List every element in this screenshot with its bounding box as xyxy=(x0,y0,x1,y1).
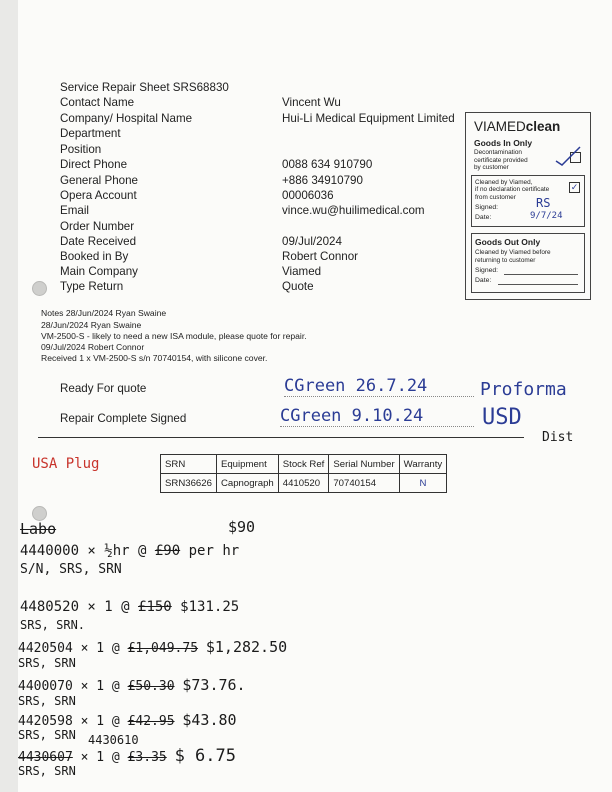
value-company: Hui-Li Medical Equipment Limited xyxy=(282,112,455,125)
stamp-date-label: Date: xyxy=(475,214,492,221)
goods-out-box xyxy=(471,233,585,293)
quote-line-1-text: 4440000 × ½hr @ xyxy=(20,543,147,559)
note-line: 28/Jun/2024 Ryan Swaine xyxy=(41,320,142,330)
dist-note: Dist xyxy=(542,430,574,445)
cleaned-line: if no declaration certificate xyxy=(475,186,550,194)
value-date-received: 09/Jul/2024 xyxy=(282,235,342,248)
cleaned-line: from customer xyxy=(475,193,516,201)
decon-line: certificate provided xyxy=(474,156,528,164)
cell-stock-ref: 4410520 xyxy=(278,474,329,493)
date-line xyxy=(498,284,578,285)
cell-serial-number: 70740154 xyxy=(329,474,399,493)
quote-line-5-ref: SRS, SRN xyxy=(18,728,76,742)
value-contact-name: Vincent Wu xyxy=(282,96,341,109)
equipment-table xyxy=(160,454,447,493)
quote-line-1-struck: £90 xyxy=(154,543,181,559)
label-company: Company/ Hospital Name xyxy=(60,112,193,125)
quote-line-6-text: × 1 @ xyxy=(80,750,120,765)
cleaned-checkbox-icon: ✓ xyxy=(570,182,579,192)
quote-line-1-tail: per hr xyxy=(188,543,240,559)
stamp-logo-light: VIAMED xyxy=(474,119,526,134)
decon-text xyxy=(474,149,528,172)
cell-srn: SRN36626 xyxy=(161,474,217,493)
labour-price: $90 xyxy=(228,518,256,536)
quote-line-4 xyxy=(18,676,246,694)
punch-hole xyxy=(32,506,47,521)
stamp-signed-value: RS xyxy=(536,196,551,210)
goods-out-heading: Goods Out Only xyxy=(475,237,541,247)
quote-line-6-struck: £3.35 xyxy=(127,750,167,765)
goods-out-line: Cleaned by Viamed before xyxy=(475,249,551,256)
repair-complete-label: Repair Complete Signed xyxy=(60,412,187,425)
decon-line: by customer xyxy=(474,164,509,172)
quote-line-6-ref: SRS, SRN xyxy=(18,764,76,778)
decon-line: Decontamination xyxy=(474,149,522,156)
goods-out-text xyxy=(475,249,551,264)
currency-note: USD xyxy=(482,405,522,430)
complete-signature: CGreen 9.10.24 xyxy=(280,406,474,427)
quote-line-3-text: 4420504 × 1 @ xyxy=(18,641,120,656)
cell-warranty: N xyxy=(399,474,447,493)
quote-line-3 xyxy=(18,638,287,656)
goods-out-date-label: Date: xyxy=(475,277,492,284)
label-general-phone: General Phone xyxy=(60,174,138,187)
quote-line-6 xyxy=(18,746,236,766)
quote-line-1-ref: S/N, SRS, SRN xyxy=(20,562,122,577)
label-booked-in-by: Booked in By xyxy=(60,250,129,263)
ready-for-quote-label: Ready For quote xyxy=(60,382,147,395)
quote-line-5-struck: £42.95 xyxy=(127,714,175,729)
goods-out-line: returning to customer xyxy=(475,256,536,264)
label-date-received: Date Received xyxy=(60,235,137,248)
table-row xyxy=(161,474,447,493)
signed-line xyxy=(504,274,578,275)
header-srn: SRN xyxy=(161,455,217,474)
labour-struck: Labo xyxy=(20,520,57,538)
value-booked-in-by: Robert Connor xyxy=(282,250,359,263)
cleaned-box xyxy=(471,175,585,227)
label-order-number: Order Number xyxy=(60,220,135,233)
label-email: Email xyxy=(60,204,89,217)
header-serial-number: Serial Number xyxy=(329,455,399,474)
quote-line-4-struck: £50.30 xyxy=(127,679,175,694)
stamp-logo-bold: clean xyxy=(525,119,561,134)
value-general-phone: +886 34910790 xyxy=(282,174,363,187)
note-line: Received 1 x VM-2500-S s/n 70740154, with silicone cover. xyxy=(41,353,268,363)
stamp-date-value: 9/7/24 xyxy=(530,211,563,221)
quote-line-2-text: 4480520 × 1 @ xyxy=(20,599,130,615)
quote-line-2 xyxy=(20,599,239,615)
quote-line-4-text: 4400070 × 1 @ xyxy=(18,679,120,694)
quote-line-4-ref: SRS, SRN xyxy=(18,694,76,708)
quote-line-4-price: $73.76. xyxy=(182,676,246,694)
ready-signature: CGreen 26.7.24 xyxy=(284,376,474,397)
label-type-return: Type Return xyxy=(60,280,124,293)
note-line: Notes 28/Jun/2024 Ryan Swaine xyxy=(41,308,167,318)
value-opera-account: 00006036 xyxy=(282,189,334,202)
value-email: vince.wu@huilimedical.com xyxy=(282,204,425,217)
label-direct-phone: Direct Phone xyxy=(60,158,128,171)
stamp-signed-label: Signed: xyxy=(475,204,499,211)
label-contact-name: Contact Name xyxy=(60,96,135,109)
quote-line-3-price: $1,282.50 xyxy=(205,638,288,656)
quote-line-2-price: $131.25 xyxy=(180,599,240,615)
label-position: Position xyxy=(60,143,102,156)
goods-out-signed-label: Signed: xyxy=(475,267,499,274)
quote-line-6-struck-code: 4430607 xyxy=(18,750,73,765)
header-stock-ref: Stock Ref xyxy=(278,455,329,474)
quote-line-2-ref: SRS, SRN. xyxy=(20,618,86,632)
value-type-return: Quote xyxy=(282,280,314,293)
quote-line-2-struck: £150 xyxy=(138,599,172,615)
table-header-row xyxy=(161,455,447,474)
goods-in-heading: Goods In Only xyxy=(474,138,533,148)
divider-line xyxy=(38,437,524,438)
cell-equipment: Capnograph xyxy=(216,474,278,493)
viamed-clean-stamp xyxy=(465,112,591,300)
quote-line-6-price: $ 6.75 xyxy=(174,746,236,766)
proforma-note: Proforma xyxy=(480,379,567,400)
value-direct-phone: 0088 634 910790 xyxy=(282,158,373,171)
decon-tick-icon xyxy=(554,145,582,167)
punch-hole xyxy=(32,281,47,296)
label-department: Department xyxy=(60,127,121,140)
quote-line-3-ref: SRS, SRN xyxy=(18,656,76,670)
quote-line-5-text: 4420598 × 1 @ xyxy=(18,714,120,729)
note-line: 09/Jul/2024 Robert Connor xyxy=(41,342,145,352)
form-title: Service Repair Sheet SRS68830 xyxy=(60,81,229,94)
quote-line-5-price: $43.80 xyxy=(182,711,237,729)
header-equipment: Equipment xyxy=(216,455,278,474)
header-warranty: Warranty xyxy=(399,455,447,474)
usa-plug-note: USA Plug xyxy=(32,456,100,472)
cleaned-line: Cleaned by Viamed, xyxy=(475,179,533,186)
quote-line-6-code: 4430610 xyxy=(88,733,139,747)
quote-line-3-struck: £1,049.75 xyxy=(127,641,199,656)
value-main-company: Viamed xyxy=(282,265,322,278)
quote-line-1 xyxy=(20,543,239,559)
label-main-company: Main Company xyxy=(60,265,138,278)
note-line: VM-2500-S - likely to need a new ISA module, please quote for repair. xyxy=(41,331,307,341)
label-opera-account: Opera Account xyxy=(60,189,137,202)
quote-line-5 xyxy=(18,711,237,729)
stamp-logo xyxy=(474,119,560,134)
